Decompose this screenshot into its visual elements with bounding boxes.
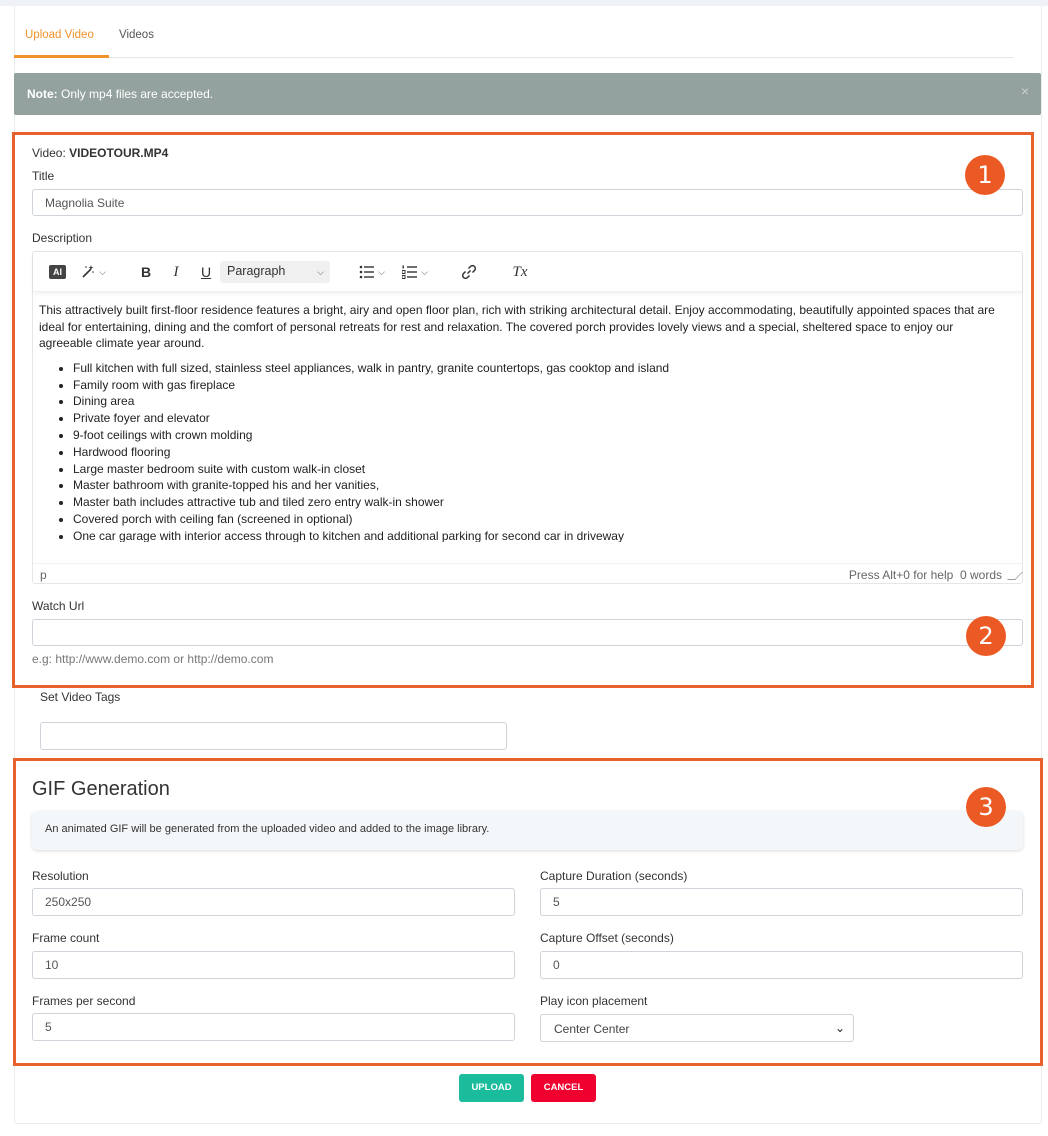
play-icon-select[interactable] bbox=[540, 1014, 854, 1042]
note-bold: Note: bbox=[27, 87, 58, 101]
description-paragraph: This attractively built first-floor residence features a bright, airy and open floor plan, rich with striking architectural detail. Enjoy accommodating, beautifully appointed spaces that are ideal for entertaining, dining and the comfort of personal retreats for rest and relaxation. The covered porch provides lovely views and a special, sheltered space to enjoy our agreeable climate year around. bbox=[39, 303, 995, 351]
italic-button[interactable]: I bbox=[173, 263, 179, 280]
list-item: • Master bathroom with granite-topped his and her vanities, bbox=[73, 477, 1009, 494]
title-input[interactable]: Magnolia Suite bbox=[32, 189, 1023, 216]
watch-url-input[interactable] bbox=[32, 619, 1023, 646]
list-item: • One car garage with interior access through to kitchen and additional parking for second car in driveway bbox=[73, 528, 1009, 542]
active-tab-indicator bbox=[14, 55, 109, 58]
list-item: • Full kitchen with full sized, stainless steel appliances, walk in pantry, granite countertops, gas cooktop and island bbox=[73, 360, 1009, 377]
list-item: • Private foyer and elevator bbox=[73, 410, 1009, 427]
video-label: Video: bbox=[32, 146, 66, 160]
note-text: Only mp4 files are accepted. bbox=[61, 87, 214, 101]
editor-toolbar bbox=[33, 252, 1022, 292]
play-icon-label: Play icon placement bbox=[540, 994, 648, 1008]
badge-1: 1 bbox=[965, 155, 1005, 195]
features-list bbox=[39, 360, 1009, 542]
title-label: Title bbox=[32, 169, 55, 183]
tab-bar bbox=[14, 20, 1014, 58]
tags-input[interactable] bbox=[40, 722, 507, 750]
list-item: • Covered porch with ceiling fan (screened in optional) bbox=[73, 511, 1009, 528]
underline-button[interactable]: U bbox=[200, 264, 212, 280]
chevron-down-icon: ⌄ bbox=[834, 1021, 845, 1035]
word-count[interactable]: 0 words bbox=[959, 568, 1002, 582]
bullet-list-icon bbox=[359, 265, 375, 279]
video-filename-value: VIDEOTOUR.MP4 bbox=[69, 146, 169, 160]
link-icon bbox=[461, 264, 477, 280]
editor-statusbar bbox=[33, 563, 1022, 584]
chevron-down-icon: ⌵ bbox=[378, 266, 385, 277]
numbered-list-button[interactable] bbox=[398, 262, 432, 282]
badge-3: 3 bbox=[966, 787, 1006, 827]
fps-input[interactable]: 5 bbox=[32, 1013, 515, 1041]
resize-handle-icon[interactable] bbox=[1007, 572, 1023, 580]
capture-duration-label: Capture Duration (seconds) bbox=[540, 869, 688, 883]
capture-duration-input[interactable]: 5 bbox=[540, 888, 1023, 916]
watch-url-help: e.g: http://www.demo.com or http://demo.com bbox=[32, 652, 274, 666]
chevron-down-icon: ⌵ bbox=[421, 266, 428, 277]
capture-offset-input[interactable]: 0 bbox=[540, 951, 1023, 979]
magic-wand-icon bbox=[80, 264, 96, 280]
capture-offset-label: Capture Offset (seconds) bbox=[540, 931, 674, 945]
numbered-list-icon bbox=[402, 265, 418, 279]
gif-section-title: GIF Generation bbox=[32, 778, 170, 800]
list-item: • Hardwood flooring bbox=[73, 444, 1009, 461]
tags-label: Set Video Tags bbox=[40, 690, 121, 704]
gif-info-box: An animated GIF will be generated from the uploaded video and added to the image library. bbox=[32, 811, 1023, 850]
frame-count-label: Frame count bbox=[32, 931, 100, 945]
link-button[interactable] bbox=[460, 262, 478, 282]
list-item: • Family room with gas fireplace bbox=[73, 377, 1009, 394]
close-icon[interactable]: × bbox=[1020, 83, 1029, 99]
watch-url-label: Watch Url bbox=[32, 599, 85, 613]
chevron-down-icon: ⌵ bbox=[99, 266, 106, 277]
list-item: • Large master bedroom suite with custom walk-in closet bbox=[73, 461, 1009, 478]
list-item: • Dining area bbox=[73, 393, 1009, 410]
status-help-text bbox=[849, 568, 1002, 582]
tab-upload-video[interactable]: Upload Video bbox=[25, 29, 94, 41]
list-item: • 9-foot ceilings with crown molding bbox=[73, 427, 1009, 444]
bullet-list-button[interactable] bbox=[355, 262, 389, 282]
fps-label: Frames per second bbox=[32, 994, 136, 1008]
magic-wand-button[interactable] bbox=[77, 262, 109, 282]
frame-count-input[interactable]: 10 bbox=[32, 951, 515, 979]
ai-button[interactable]: AI bbox=[49, 265, 66, 279]
chevron-down-icon: ⌵ bbox=[317, 267, 324, 277]
block-format-select[interactable] bbox=[220, 261, 330, 283]
resolution-input[interactable]: 250x250 bbox=[32, 888, 515, 916]
clear-format-button[interactable]: Tx bbox=[512, 263, 528, 280]
upload-button[interactable]: UPLOAD bbox=[459, 1074, 524, 1102]
note-alert bbox=[14, 73, 1041, 115]
help-hint: Press Alt+0 for help bbox=[848, 568, 954, 582]
bold-button[interactable]: B bbox=[140, 264, 152, 280]
video-filename bbox=[32, 146, 168, 160]
description-label: Description bbox=[32, 231, 93, 245]
description-editor bbox=[32, 251, 1023, 584]
block-format-value: Paragraph bbox=[227, 264, 286, 278]
badge-2: 2 bbox=[966, 616, 1006, 656]
editor-content[interactable] bbox=[39, 302, 1009, 542]
cancel-button[interactable]: CANCEL bbox=[531, 1074, 596, 1102]
element-path[interactable]: p bbox=[40, 568, 47, 582]
list-item: • Master bath includes attractive tub and tiled zero entry walk-in shower bbox=[73, 494, 1009, 511]
play-icon-value: Center Center bbox=[554, 1022, 630, 1036]
tab-videos[interactable]: Videos bbox=[119, 29, 154, 41]
resolution-label: Resolution bbox=[32, 869, 89, 883]
